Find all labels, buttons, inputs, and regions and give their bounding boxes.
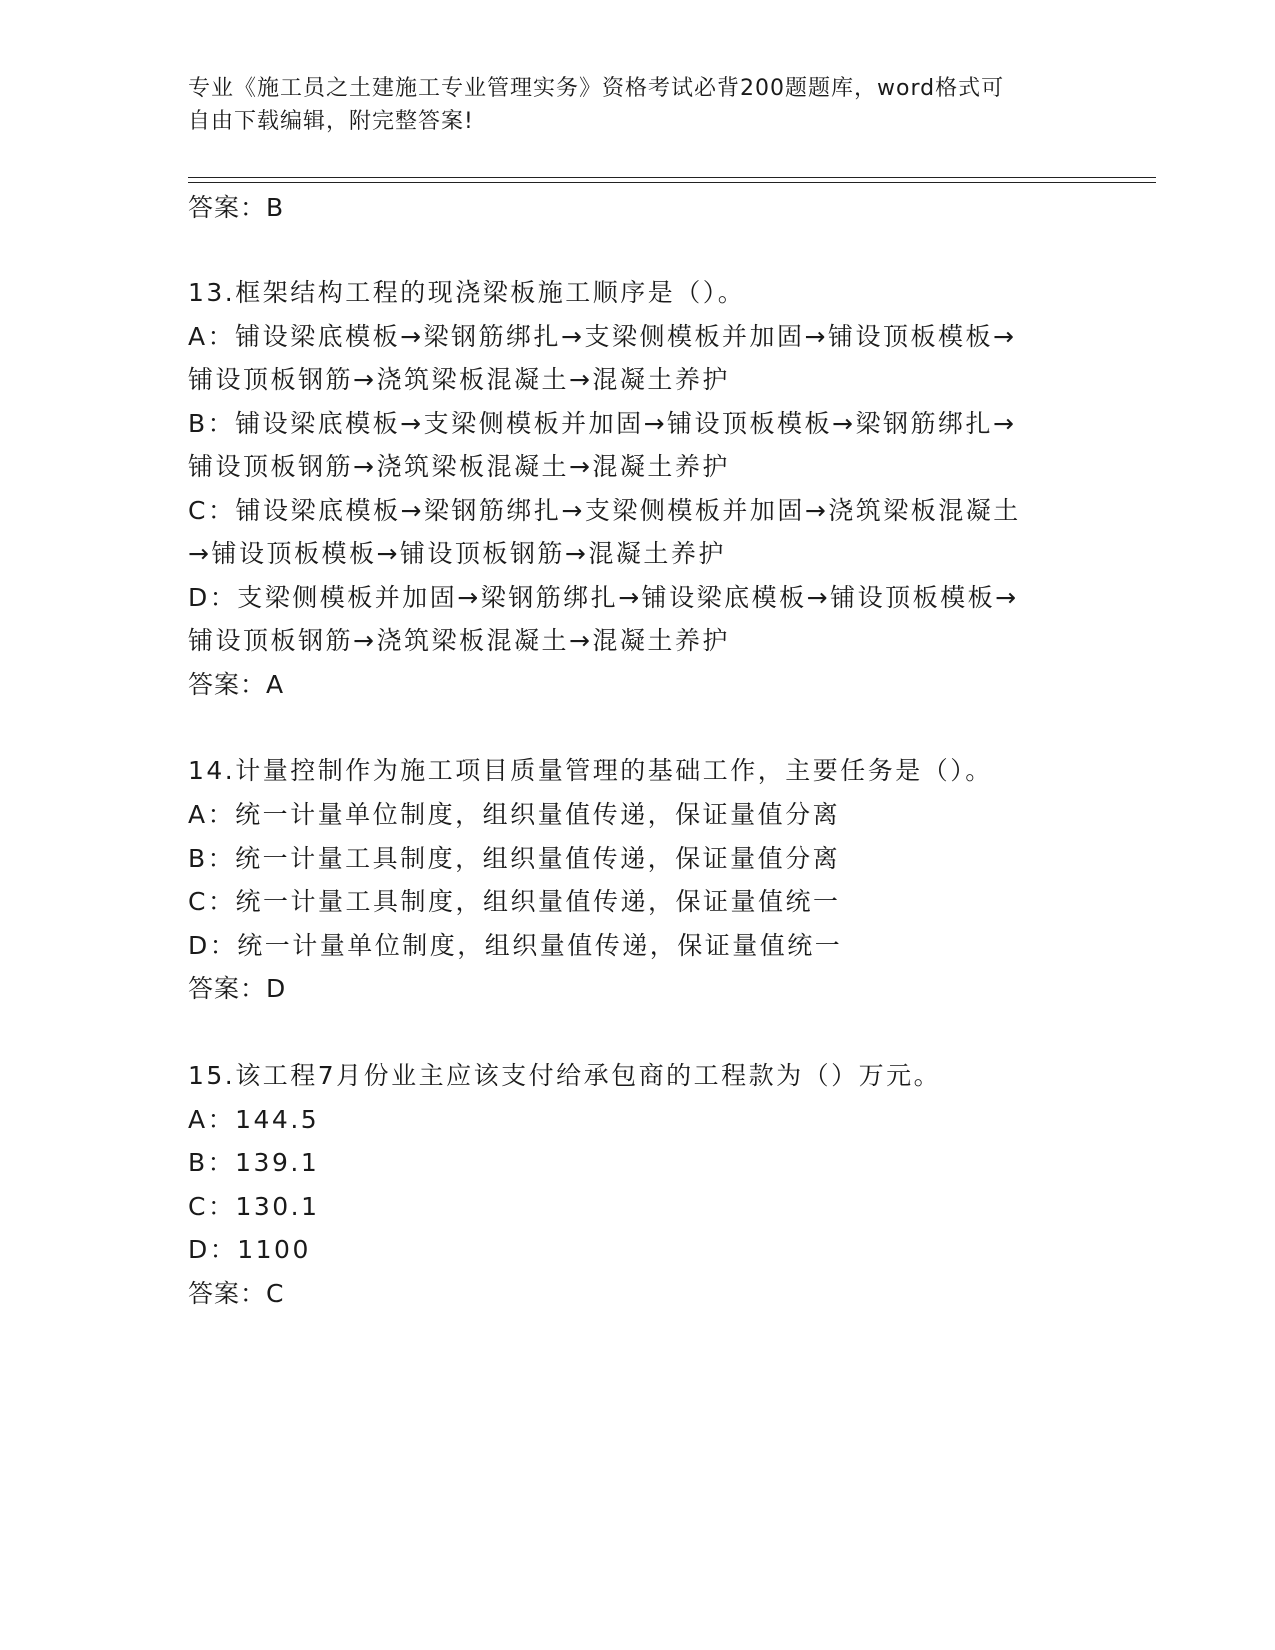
question-14-stem: 14.计量控制作为施工项目质量管理的基础工作，主要任务是（）。: [188, 756, 993, 785]
question-13-option-c-line-1: C：铺设梁底模板→梁钢筋绑扎→支梁侧模板并加固→浇筑梁板混凝土: [188, 496, 1021, 525]
question-13-option-b-line-1: B：铺设梁底模板→支梁侧模板并加固→铺设顶板模板→梁钢筋绑扎→: [188, 409, 1017, 438]
question-13-option-d-line-1: D：支梁侧模板并加固→梁钢筋绑扎→铺设梁底模板→铺设顶板模板→: [188, 583, 1019, 612]
answer-previous-question: 答案：B: [188, 193, 285, 222]
question-14-option-c: C：统一计量工具制度，组织量值传递，保证量值统一: [188, 887, 841, 916]
question-14-option-b: B：统一计量工具制度，组织量值传递，保证量值分离: [188, 844, 841, 873]
question-15-answer: 答案：C: [188, 1279, 285, 1308]
question-14-answer: 答案：D: [188, 974, 287, 1003]
question-13-option-c-line-2: →铺设顶板模板→铺设顶板钢筋→混凝土养护: [188, 539, 726, 568]
question-13-option-a-line-2: 铺设顶板钢筋→浇筑梁板混凝土→混凝土养护: [188, 365, 730, 394]
question-13-option-d-line-2: 铺设顶板钢筋→浇筑梁板混凝土→混凝土养护: [188, 626, 730, 655]
question-14-option-a: A：统一计量单位制度，组织量值传递，保证量值分离: [188, 800, 841, 829]
question-14-option-d: D：统一计量单位制度，组织量值传递，保证量值统一: [188, 931, 843, 960]
question-13-option-b-line-2: 铺设顶板钢筋→浇筑梁板混凝土→混凝土养护: [188, 452, 730, 481]
question-13-answer: 答案：A: [188, 670, 285, 699]
question-15-option-b: B：139.1: [188, 1148, 320, 1177]
question-15-option-a: A：144.5: [188, 1105, 320, 1134]
header-line-1: 专业《施工员之土建施工专业管理实务》资格考试必背200题题库，word格式可: [188, 76, 1005, 101]
question-15-option-c: C：130.1: [188, 1192, 320, 1221]
header-rule-bottom: [188, 182, 1156, 183]
question-15-stem: 15.该工程7月份业主应该支付给承包商的工程款为（）万元。: [188, 1061, 942, 1090]
header-line-2: 自由下载编辑，附完整答案!: [188, 109, 474, 134]
question-13-stem: 13.框架结构工程的现浇梁板施工顺序是（）。: [188, 278, 746, 307]
header-rule-top: [188, 177, 1156, 178]
document-header: [188, 72, 1088, 138]
question-15-option-d: D：1100: [188, 1235, 311, 1264]
question-13-option-a-line-1: A：铺设梁底模板→梁钢筋绑扎→支梁侧模板并加固→铺设顶板模板→: [188, 322, 1017, 351]
